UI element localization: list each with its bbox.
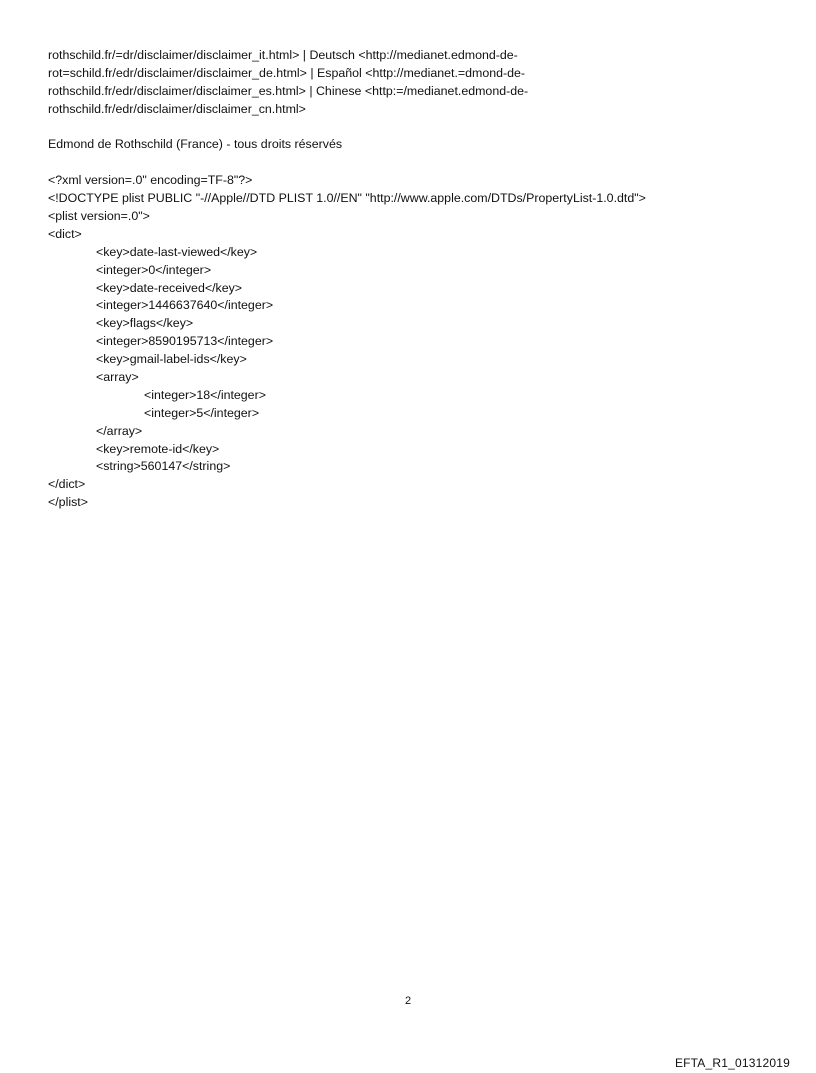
plist-entry: <key>date-received</key> [96, 280, 243, 295]
doctype-line: <!DOCTYPE plist PUBLIC "-//Apple//DTD PLIST 1.0//EN" "http://www.apple.com/DTDs/PropertyList-1.0.dtd"> [48, 191, 646, 206]
copyright-line: Edmond de Rothschild (France) - tous droits réservés [48, 137, 343, 152]
plist-entry: <key>date-last-viewed</key> [96, 244, 258, 259]
plist-open-tag: <plist version=.0"> [48, 209, 150, 224]
disclaimer-line: rot=schild.fr/edr/disclaimer/disclaimer_de.html> | Español <http://medianet.=dmond-de- [48, 65, 526, 80]
plist-entry: <string>560147</string> [96, 459, 231, 474]
blank-line [48, 119, 788, 137]
plist-entry: <key>flags</key> [96, 316, 194, 331]
dict-close-tag: </dict> [48, 477, 86, 492]
plist-entry: <key>gmail-label-ids</key> [96, 352, 247, 367]
page-number: 2 [404, 995, 412, 1007]
disclaimer-line: rothschild.fr/edr/disclaimer/disclaimer_cn.html> [48, 101, 306, 116]
array-item: <integer>18</integer> [144, 387, 266, 402]
disclaimer-line: rothschild.fr/edr/disclaimer/disclaimer_es.html> | Chinese <http:=/medianet.edmond-de- [48, 83, 529, 98]
plist-close-tag: </plist> [48, 495, 88, 510]
xml-declaration: <?xml version=.0" encoding=TF-8"?> [48, 173, 253, 188]
plist-entry: <integer>0</integer> [96, 262, 212, 277]
blank-line [48, 154, 788, 172]
plist-entry: <integer>8590195713</integer> [96, 334, 274, 349]
plist-entry: <array> [96, 370, 139, 385]
plist-entry: <key>remote-id</key> [96, 441, 220, 456]
document-body [48, 47, 788, 512]
disclaimer-line: rothschild.fr/=dr/disclaimer/disclaimer_it.html> | Deutsch <http://medianet.edmond-de- [48, 48, 518, 62]
document-id-footer: EFTA_R1_01312019 [674, 1056, 790, 1070]
plist-entry: <integer>1446637640</integer> [96, 298, 274, 313]
dict-open-tag: <dict> [48, 226, 82, 241]
array-item: <integer>5</integer> [144, 405, 260, 420]
plist-entry: </array> [96, 423, 143, 438]
